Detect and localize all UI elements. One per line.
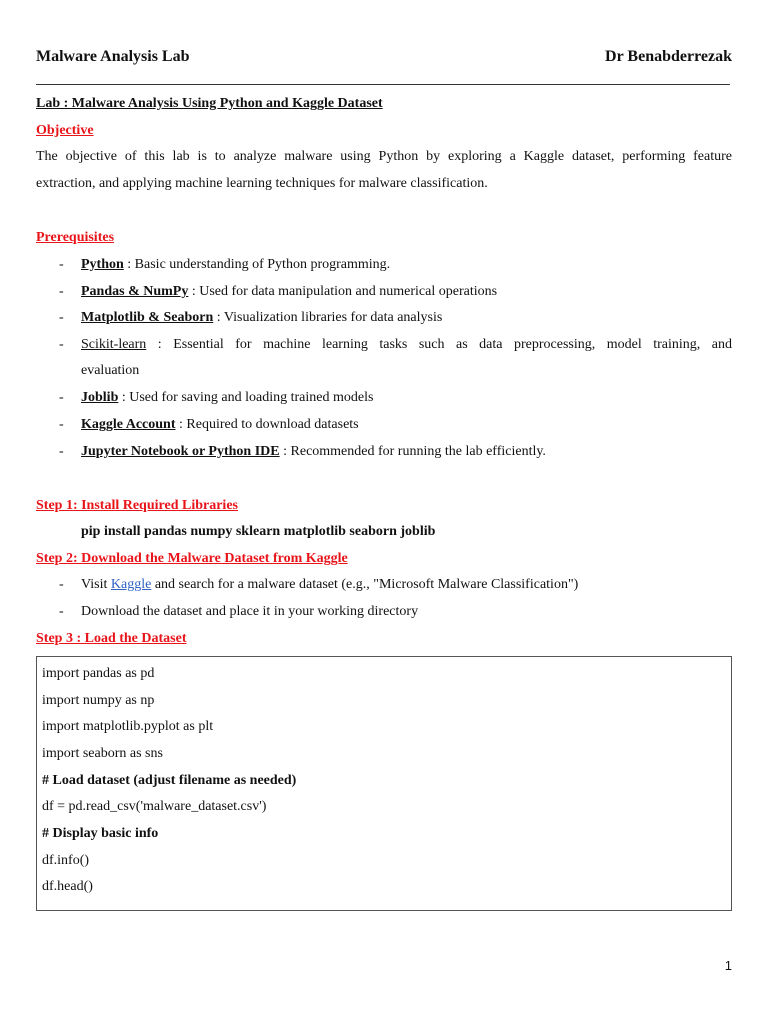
prereq-item-pandas: [81, 283, 497, 301]
code-comment: # Display basic info: [42, 826, 159, 841]
prereq-item-matplotlib: [81, 309, 442, 327]
objective-line-2: extraction, and applying machine learning techniques for malware classification.: [36, 176, 488, 191]
bullet-dash: -: [59, 577, 64, 592]
prereq-desc: : Recommended for running the lab efficiently.: [279, 444, 546, 459]
step2-visit-prefix: Visit: [81, 577, 111, 592]
bullet-dash: -: [59, 390, 64, 405]
code-line: df.head(): [42, 879, 93, 894]
step2-visit-suffix: and search for a malware dataset (e.g., "Microsoft Malware Classification"): [151, 577, 579, 592]
header-divider: [36, 84, 730, 85]
step1-heading: Step 1: Install Required Libraries: [36, 498, 238, 513]
prereq-desc: : Essential for machine learning tasks such as data preprocessing, model training, and: [146, 337, 732, 352]
page-number: 1: [724, 958, 732, 973]
step2-visit-item: [81, 576, 578, 594]
prereq-item-scikit-cont: evaluation: [81, 363, 140, 378]
bullet-dash: -: [59, 310, 64, 325]
kaggle-link[interactable]: Kaggle: [110, 577, 152, 592]
bullet-dash: -: [59, 417, 64, 432]
prereq-term: Scikit-learn: [81, 337, 147, 352]
prereq-item-scikit: [81, 336, 732, 372]
lab-title: Lab : Malware Analysis Using Python and Kaggle Dataset: [36, 96, 383, 111]
prereq-item-kaggle: [81, 416, 359, 434]
prereq-desc: : Used for data manipulation and numerical operations: [188, 284, 498, 299]
prereq-desc: : Basic understanding of Python programming.: [123, 257, 391, 272]
prereq-desc: : Used for saving and loading trained models: [118, 390, 374, 405]
prereq-term: Pandas & NumPy: [81, 284, 189, 299]
code-line: import pandas as pd: [42, 666, 155, 681]
prereq-item-jupyter: [81, 443, 546, 461]
step2-heading: Step 2: Download the Malware Dataset from Kaggle: [36, 551, 348, 566]
prereq-item-joblib: [81, 389, 373, 407]
step2-download-item: Download the dataset and place it in your working directory: [81, 604, 419, 619]
prereq-desc: : Visualization libraries for data analysis: [213, 310, 443, 325]
prereq-term: Kaggle Account: [81, 417, 176, 432]
code-line: import matplotlib.pyplot as plt: [42, 719, 214, 734]
code-line: import seaborn as sns: [42, 746, 163, 761]
code-comment: # Load dataset (adjust filename as needed): [42, 773, 297, 788]
prereq-item-python: [81, 256, 390, 274]
prereq-term: Matplotlib & Seaborn: [81, 310, 214, 325]
doc-header-author: Dr Benabderrezak: [605, 48, 732, 65]
code-line: import numpy as np: [42, 693, 155, 708]
step3-heading: Step 3 : Load the Dataset: [36, 631, 187, 646]
code-line: df.info(): [42, 853, 90, 868]
prereq-desc: : Required to download datasets: [175, 417, 359, 432]
prerequisites-heading: Prerequisites: [36, 230, 115, 245]
bullet-dash: -: [59, 257, 64, 272]
objective-line-1: The objective of this lab is to analyze malware using Python by exploring a Kaggle dataset, performing feature: [36, 149, 732, 164]
bullet-dash: -: [59, 284, 64, 299]
step1-command: pip install pandas numpy sklearn matplotlib seaborn joblib: [81, 524, 436, 539]
prereq-term: Jupyter Notebook or Python IDE: [81, 444, 280, 459]
bullet-dash: -: [59, 444, 64, 459]
prereq-term: Joblib: [81, 390, 119, 405]
doc-header-title: Malware Analysis Lab: [36, 48, 190, 65]
objective-heading: Objective: [36, 123, 94, 138]
prereq-term: Python: [81, 257, 124, 272]
bullet-dash: -: [59, 337, 64, 352]
bullet-dash: -: [59, 604, 64, 619]
code-line: df = pd.read_csv('malware_dataset.csv'): [42, 799, 267, 814]
